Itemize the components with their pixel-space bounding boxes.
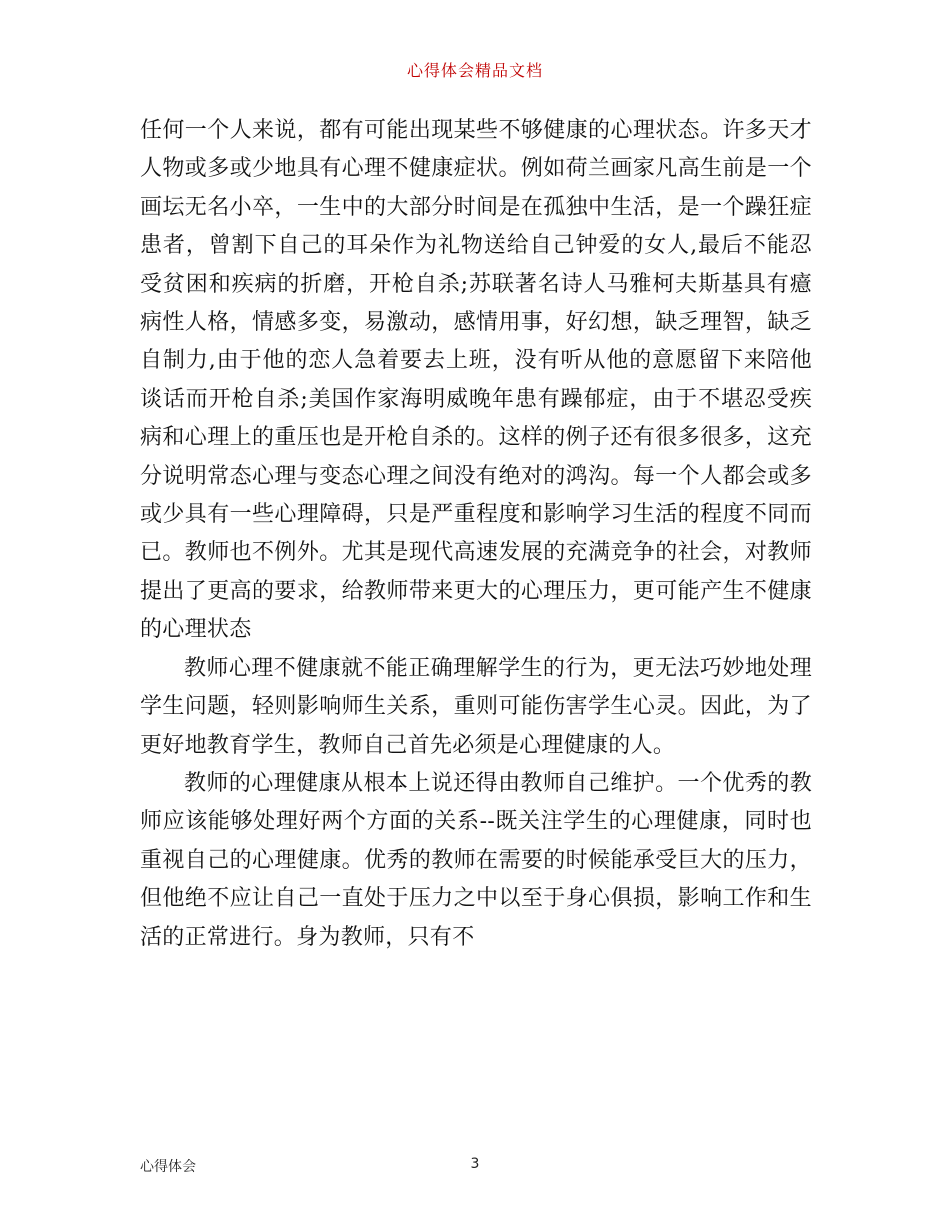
page-number: 3 (470, 1156, 480, 1172)
footer-label: 心得体会 (140, 1159, 196, 1175)
header-title: 心得体会精品文档 (406, 61, 543, 80)
paragraph-1: 任何一个人来说，都有可能出现某些不够健康的心理状态。许多天才人物或多或少地具有心理不健康症状。例如荷兰画家凡高生前是一个画坛无名小卒，一生中的大部分时间是在孤独中生活，是一个躁狂症患者，曾割下自己的耳朵作为礼物送给自己钟爱的女人,最后不能忍受贫困和疾病的折磨，开枪自杀;苏联著名诗人马雅柯夫斯基具有癔病性人格，情感多变，易激动，感情用事，好幻想，缺乏理智，缺乏自制力,由于他的恋人急着要去上班，没有听从他的意愿留下来陪他谈话而开枪自杀;美国作家海明威晚年患有躁郁症，由于不堪忍受疾病和心理上的重压也是开枪自杀的。这样的例子还有很多很多，这充分说明常态心理与变态心理之间没有绝对的鸿沟。每一个人都会或多或少具有一些心理障碍，只是严重程度和影响学习生活的程度不同而已。教师也不例外。尤其是现代高速发展的充满竞争的社会，对教师提出了更高的要求，给教师带来更大的心理压力，更可能产生不健康的心理状态 (140, 118, 812, 643)
paragraph-2: 教师心理不健康就不能正确理解学生的行为，更无法巧妙地处理学生问题，轻则影响师生关系，重则可能伤害学生心灵。因此，为了更好地教育学生，教师自己首先必须是心理健康的人。 (140, 655, 812, 758)
body-text (140, 112, 812, 957)
paragraph-3: 教师的心理健康从根本上说还得由教师自己维护。一个优秀的教师应该能够处理好两个方面的关系--既关注学生的心理健康，同时也重视自己的心理健康。优秀的教师在需要的时候能承受巨大的压力，但他绝不应让自己一直处于压力之中以至于身心俱损，影响工作和生活的正常进行。身为教师，只有不 (140, 770, 812, 950)
